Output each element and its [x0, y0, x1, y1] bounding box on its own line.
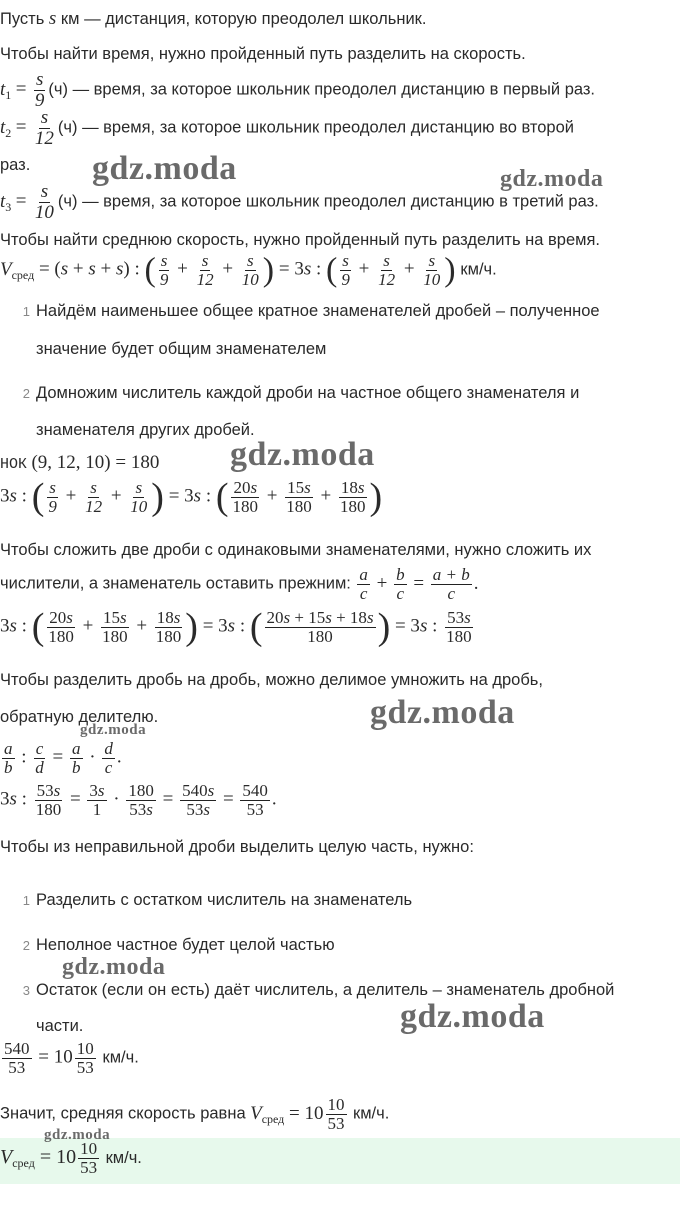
- t1-line: $t_1$ = $\frac{s}{9}$ (ч) — время, за которое школьник преодолел дистанцию в первый раз.: [0, 69, 596, 111]
- watermark: gdz.moda: [62, 954, 166, 980]
- watermark: gdz.moda: [92, 150, 237, 187]
- v-formula: $V_{сред} = (s + s + s)$ : ( $\frac{s}{9}$ + $\frac{s}{12}$ + $\frac{s}{10}$ ) = 3s : ( $\frac{s}{9}$ + $\frac{s}{12}$ + $\frac{s}{10}$ ) км/ч.: [0, 251, 497, 289]
- intro-line: Пусть s км — дистанция, которую преодолел школьник.: [0, 8, 427, 29]
- step-b3-cont: части.: [36, 1017, 84, 1035]
- add-rule-2: числители, а знаменатель оставить прежним: $\frac{a}{c}$ + $\frac{b}{c}$ = $\frac{a + b}{c}$ .: [0, 565, 479, 603]
- div-formula: $\frac{a}{b}$ : $\frac{c}{d}$ = $\frac{a}{b}$ · $\frac{d}{c}$ .: [4, 739, 122, 777]
- speed-rule: Чтобы найти среднюю скорость, нужно пройденный путь разделить на время.: [0, 231, 601, 249]
- watermark: gdz.moda: [44, 1127, 111, 1143]
- division-result-formula: 3s : $\frac{53s}{180}$ = $\frac{3s}{1}$ · $\frac{180}{53s}$ = $\frac{540s}{53s}$ = $\frac{540}{53}$ .: [0, 781, 277, 819]
- step-b2: 2 Неполное частное будет целой частью: [22, 936, 335, 954]
- var-s: s: [48, 8, 57, 29]
- nok-line: НОК (9, 12, 10) = 180: [0, 452, 160, 473]
- t3-line: $t_3$ = $\frac{s}{10}$ (ч) — время, за которое школьник преодолел дистанцию в третий раз.: [0, 181, 599, 223]
- t2-continuation: раз.: [0, 156, 31, 174]
- time-rule: Чтобы найти время, нужно пройденный путь разделить на скорость.: [0, 45, 526, 63]
- watermark: gdz.moda: [400, 998, 545, 1035]
- int-rule: Чтобы из неправильной дроби выделить целую часть, нужно:: [0, 838, 474, 856]
- mixed-number-formula: $\frac{540}{53}$ = 10 $\frac{10}{53}$ км/ч.: [4, 1039, 139, 1077]
- conclusion-line: Значит, средняя скорость равна $V_{сред} = 10$ $\frac{10}{53}$ км/ч.: [0, 1095, 390, 1133]
- sum-formula: 3s : ( $\frac{20s}{180}$ + $\frac{15s}{180}$ + $\frac{18s}{180}$ ) = 3s : ( $\frac{20s + 15s + 18s}{180}$ ) = 3s : $\frac{53s}{180}$: [0, 606, 472, 648]
- step-a1-cont: значение будет общим знаменателем: [36, 340, 327, 358]
- common-denominator-formula: 3s : ( $\frac{s}{9}$ + $\frac{s}{12}$ + $\frac{s}{10}$ ) = 3s : ( $\frac{20s}{180}$ + $\frac{15s}{180}$ + $\frac{18s}{180}$ ): [0, 476, 383, 518]
- div-rule-2: обратную делителю.: [0, 708, 159, 726]
- step-a1: 1 Найдём наименьшее общее кратное знаменателей дробей – полученное: [22, 302, 600, 320]
- step-a2: 2 Домножим числитель каждой дроби на частное общего знаменателя и: [22, 384, 580, 402]
- t2-line: $t_2$ = $\frac{s}{12}$ (ч) — время, за которое школьник преодолел дистанцию во второй: [0, 107, 574, 149]
- watermark: gdz.moda: [230, 436, 375, 473]
- watermark: gdz.moda: [80, 722, 147, 738]
- step-b1: 1 Разделить с остатком числитель на знаменатель: [22, 891, 413, 909]
- step-a2-cont: знаменателя других дробей.: [36, 421, 255, 439]
- add-rule-1: Чтобы сложить две дроби с одинаковыми знаменателями, нужно сложить их: [0, 541, 592, 559]
- watermark: gdz.moda: [500, 166, 604, 192]
- step-b3: 3 Остаток (если он есть) даёт числитель, а делитель – знаменатель дробной: [22, 981, 615, 999]
- div-rule-1: Чтобы разделить дробь на дробь, можно делимое умножить на дробь,: [0, 671, 543, 689]
- watermark: gdz.moda: [370, 694, 515, 731]
- answer-line: $V_{сред} = 10$ $\frac{10}{53}$ км/ч.: [0, 1139, 142, 1177]
